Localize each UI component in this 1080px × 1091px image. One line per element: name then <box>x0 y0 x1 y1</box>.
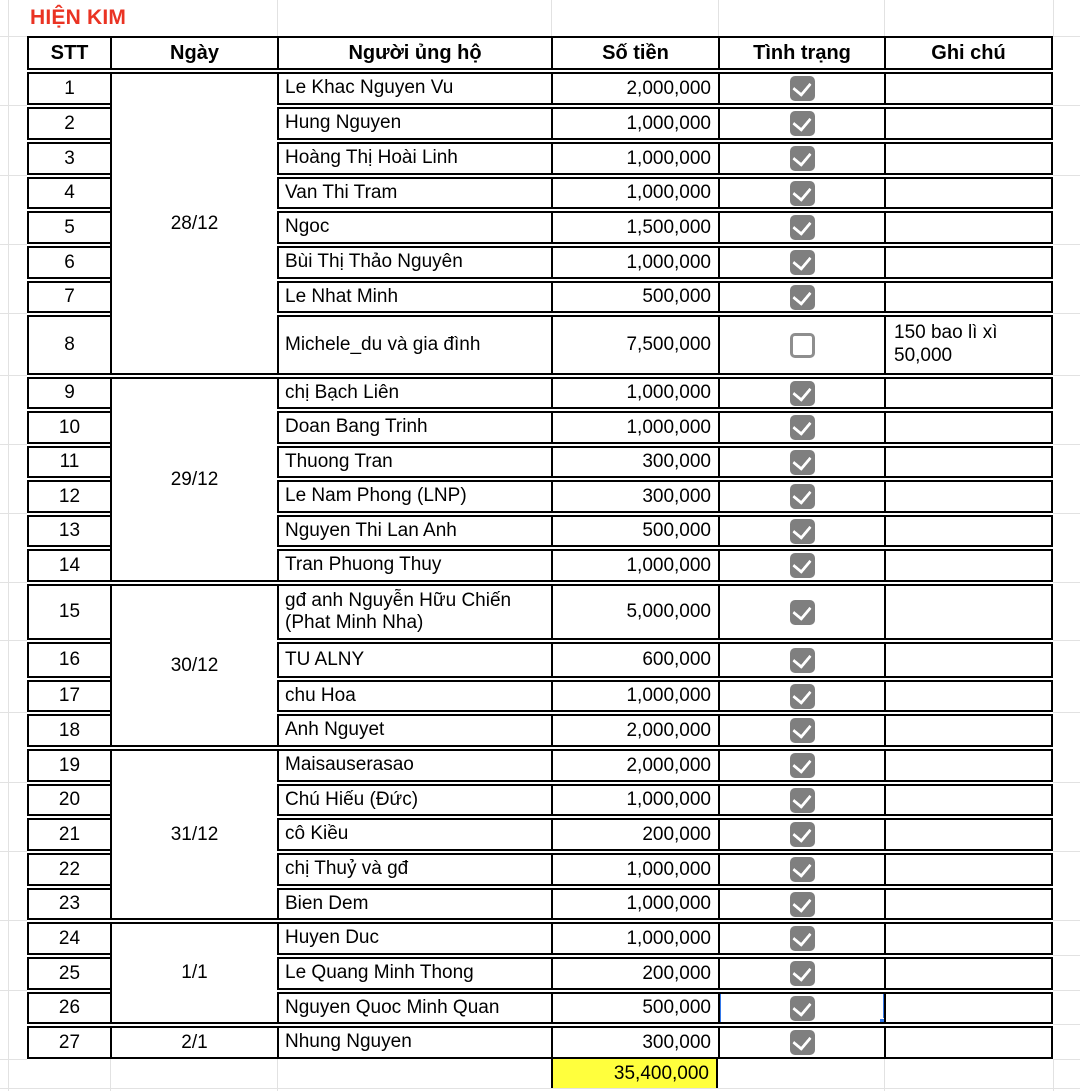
status-cell[interactable] <box>718 480 884 513</box>
status-checkbox[interactable] <box>790 892 815 917</box>
status-checkbox[interactable] <box>790 648 815 673</box>
gridline <box>0 375 27 376</box>
status-cell[interactable] <box>718 584 884 640</box>
gridline <box>1053 1059 1054 1091</box>
gridline <box>0 36 27 37</box>
date-cell[interactable]: 2/1 <box>110 1026 277 1059</box>
note-cell[interactable] <box>884 446 1053 478</box>
donor-name-cell[interactable]: Le Nhat Minh <box>277 281 551 313</box>
stt-cell[interactable]: 17 <box>27 680 110 712</box>
amount-cell[interactable]: 1,000,000 <box>551 888 718 920</box>
gridline <box>1053 582 1080 583</box>
status-checkbox[interactable] <box>790 76 815 101</box>
status-cell[interactable] <box>718 922 884 955</box>
status-checkbox[interactable] <box>790 111 815 136</box>
note-cell[interactable] <box>884 680 1053 712</box>
status-checkbox[interactable] <box>790 519 815 544</box>
donor-name-cell[interactable]: Anh Nguyet <box>277 714 551 747</box>
stt-cell[interactable]: 7 <box>27 281 110 313</box>
gridline <box>0 851 27 852</box>
column-header-4[interactable]: Số tiền <box>551 36 718 70</box>
gridline <box>1053 513 1080 514</box>
gridline <box>1053 105 1080 106</box>
gridline <box>277 0 278 36</box>
gridline <box>1053 1024 1080 1025</box>
status-cell[interactable] <box>718 515 884 547</box>
amount-cell[interactable]: 1,000,000 <box>551 922 718 955</box>
gridline <box>1053 0 1054 36</box>
donor-name-cell[interactable]: Huyen Duc <box>277 922 551 955</box>
gridline <box>0 513 27 514</box>
note-cell[interactable] <box>884 72 1053 105</box>
gridline <box>1053 955 1080 956</box>
gridline <box>1053 851 1080 852</box>
donor-name-cell[interactable]: gđ anh Nguyễn Hữu Chiến (Phat Minh Nha) <box>277 584 551 640</box>
status-checkbox[interactable] <box>790 753 815 778</box>
gridline <box>1053 444 1080 445</box>
donor-name-cell[interactable]: Le Khac Nguyen Vu <box>277 72 551 105</box>
stt-cell[interactable]: 25 <box>27 957 110 990</box>
gridline <box>1053 36 1080 37</box>
status-cell[interactable] <box>718 72 884 105</box>
status-cell[interactable] <box>718 818 884 851</box>
donation-table <box>27 36 1053 1059</box>
stt-cell[interactable]: 19 <box>27 749 110 782</box>
gridline <box>718 0 719 36</box>
status-checkbox[interactable] <box>790 1030 815 1055</box>
status-checkbox[interactable] <box>790 333 815 358</box>
status-cell[interactable] <box>718 411 884 444</box>
note-cell[interactable] <box>884 818 1053 851</box>
amount-cell[interactable]: 500,000 <box>551 992 718 1024</box>
amount-cell[interactable]: 2,000,000 <box>551 72 718 105</box>
status-cell[interactable] <box>718 957 884 990</box>
donor-name-cell[interactable]: Nhung Nguyen <box>277 1026 551 1059</box>
donor-name-cell[interactable]: Van Thi Tram <box>277 177 551 209</box>
amount-cell[interactable]: 1,000,000 <box>551 784 718 816</box>
status-cell[interactable] <box>718 211 884 244</box>
column-header-1[interactable]: STT <box>27 36 110 70</box>
donor-name-cell[interactable]: chu Hoa <box>277 680 551 712</box>
note-cell[interactable] <box>884 377 1053 409</box>
status-checkbox[interactable] <box>790 484 815 509</box>
note-cell[interactable] <box>884 922 1053 955</box>
stt-cell[interactable]: 11 <box>27 446 110 478</box>
gridline <box>0 244 27 245</box>
donor-name-cell[interactable]: Hoàng Thị Hoài Linh <box>277 142 551 175</box>
gridline <box>1053 244 1080 245</box>
status-cell[interactable] <box>718 246 884 279</box>
donor-name-cell[interactable]: Le Nam Phong (LNP) <box>277 480 551 513</box>
gridline <box>0 990 27 991</box>
gridline <box>0 444 27 445</box>
amount-cell[interactable]: 1,000,000 <box>551 107 718 140</box>
total-amount-cell[interactable]: 35,400,000 <box>551 1059 718 1088</box>
stt-cell[interactable]: 2 <box>27 107 110 140</box>
stt-cell[interactable]: 12 <box>27 480 110 513</box>
donor-name-cell[interactable]: Nguyen Thi Lan Anh <box>277 515 551 547</box>
amount-cell[interactable]: 500,000 <box>551 281 718 313</box>
amount-cell[interactable]: 500,000 <box>551 515 718 547</box>
status-checkbox[interactable] <box>790 822 815 847</box>
gridline <box>0 920 27 921</box>
date-cell[interactable]: 28/12 <box>110 72 277 375</box>
gridline <box>0 712 27 713</box>
status-cell[interactable] <box>718 680 884 712</box>
amount-cell[interactable]: 1,500,000 <box>551 211 718 244</box>
gridline <box>0 105 27 106</box>
note-cell[interactable] <box>884 480 1053 513</box>
donor-name-cell[interactable]: Michele_du và gia đình <box>277 315 551 375</box>
donor-name-cell[interactable]: Bien Dem <box>277 888 551 920</box>
stt-cell[interactable]: 26 <box>27 992 110 1024</box>
donor-name-cell[interactable]: Tran Phuong Thuy <box>277 549 551 582</box>
donor-name-cell[interactable]: Thuong Tran <box>277 446 551 478</box>
status-cell[interactable] <box>718 177 884 209</box>
gridline <box>0 1088 1080 1089</box>
note-cell[interactable] <box>884 714 1053 747</box>
stt-cell[interactable]: 9 <box>27 377 110 409</box>
gridline <box>1053 782 1080 783</box>
gridline <box>1053 375 1080 376</box>
status-cell[interactable] <box>718 107 884 140</box>
stt-cell[interactable]: 24 <box>27 922 110 955</box>
stt-cell[interactable]: 1 <box>27 72 110 105</box>
note-cell[interactable] <box>884 246 1053 279</box>
status-checkbox[interactable] <box>790 857 815 882</box>
gridline <box>1053 640 1080 641</box>
column-header-3[interactable]: Người ủng hộ <box>277 36 551 70</box>
note-cell[interactable] <box>884 281 1053 313</box>
status-checkbox[interactable] <box>790 146 815 171</box>
donor-name-cell[interactable]: Ngoc <box>277 211 551 244</box>
stt-cell[interactable]: 15 <box>27 584 110 640</box>
donor-name-cell[interactable]: cô Kiều <box>277 818 551 851</box>
note-cell[interactable] <box>884 411 1053 444</box>
status-cell[interactable] <box>718 749 884 782</box>
status-cell[interactable] <box>718 315 884 375</box>
stt-cell[interactable]: 23 <box>27 888 110 920</box>
status-cell[interactable] <box>718 642 884 678</box>
fill-handle[interactable] <box>879 1018 884 1024</box>
gridline <box>0 582 27 583</box>
gridline <box>1053 175 1080 176</box>
note-cell[interactable] <box>884 515 1053 547</box>
gridline <box>277 1059 278 1091</box>
amount-cell[interactable]: 1,000,000 <box>551 142 718 175</box>
note-cell[interactable] <box>884 584 1053 640</box>
status-cell[interactable] <box>718 784 884 816</box>
amount-cell[interactable]: 600,000 <box>551 642 718 678</box>
amount-cell[interactable]: 1,000,000 <box>551 680 718 712</box>
amount-cell[interactable]: 300,000 <box>551 480 718 513</box>
date-cell[interactable]: 30/12 <box>110 584 277 747</box>
donor-name-cell[interactable]: TU ALNY <box>277 642 551 678</box>
stt-cell[interactable]: 3 <box>27 142 110 175</box>
amount-cell[interactable]: 2,000,000 <box>551 749 718 782</box>
status-checkbox[interactable] <box>790 718 815 743</box>
note-cell[interactable] <box>884 853 1053 886</box>
stt-cell[interactable]: 16 <box>27 642 110 678</box>
status-checkbox[interactable] <box>790 181 815 206</box>
gridline <box>551 0 552 36</box>
amount-cell[interactable]: 300,000 <box>551 1026 718 1059</box>
status-cell[interactable] <box>718 1026 884 1059</box>
amount-cell[interactable]: 1,000,000 <box>551 853 718 886</box>
note-cell[interactable] <box>884 957 1053 990</box>
amount-cell[interactable]: 1,000,000 <box>551 177 718 209</box>
amount-cell[interactable]: 200,000 <box>551 957 718 990</box>
note-cell[interactable] <box>884 992 1053 1024</box>
gridline <box>884 1059 885 1091</box>
status-cell[interactable] <box>718 888 884 920</box>
status-cell[interactable] <box>718 853 884 886</box>
stt-cell[interactable]: 13 <box>27 515 110 547</box>
status-checkbox[interactable] <box>790 450 815 475</box>
note-cell[interactable] <box>884 142 1053 175</box>
column-header-5[interactable]: Tình trạng <box>718 36 884 70</box>
date-cell[interactable]: 29/12 <box>110 377 277 582</box>
gridline <box>0 175 27 176</box>
column-header-6[interactable]: Ghi chú <box>884 36 1053 70</box>
gridline <box>0 1059 27 1060</box>
gridline <box>0 313 27 314</box>
stt-cell[interactable]: 10 <box>27 411 110 444</box>
stt-cell[interactable]: 20 <box>27 784 110 816</box>
gridline <box>110 1059 111 1091</box>
note-cell[interactable] <box>884 211 1053 244</box>
status-checkbox[interactable] <box>790 684 815 709</box>
amount-cell[interactable]: 1,000,000 <box>551 377 718 409</box>
note-cell[interactable] <box>884 549 1053 582</box>
donor-name-cell[interactable]: Nguyen Quoc Minh Quan <box>277 992 551 1024</box>
amount-cell[interactable]: 200,000 <box>551 818 718 851</box>
status-checkbox[interactable] <box>790 926 815 951</box>
status-cell[interactable] <box>718 549 884 582</box>
note-cell[interactable] <box>884 888 1053 920</box>
stt-cell[interactable]: 6 <box>27 246 110 279</box>
status-cell[interactable] <box>718 992 884 1024</box>
status-cell[interactable] <box>718 142 884 175</box>
gridline <box>1053 920 1080 921</box>
amount-cell[interactable]: 1,000,000 <box>551 246 718 279</box>
status-cell[interactable] <box>718 377 884 409</box>
status-checkbox[interactable] <box>790 215 815 240</box>
note-cell[interactable] <box>884 642 1053 678</box>
note-cell[interactable]: 150 bao lì xì 50,000 <box>884 315 1053 375</box>
donor-name-cell[interactable]: chị Thuỷ và gđ <box>277 853 551 886</box>
stt-cell[interactable]: 18 <box>27 714 110 747</box>
status-checkbox[interactable] <box>790 415 815 440</box>
gridline <box>1053 313 1080 314</box>
gridline <box>1053 990 1080 991</box>
amount-cell[interactable]: 5,000,000 <box>551 584 718 640</box>
date-cell[interactable]: 31/12 <box>110 749 277 920</box>
status-checkbox[interactable] <box>790 250 815 275</box>
stt-cell[interactable]: 14 <box>27 549 110 582</box>
amount-cell[interactable]: 300,000 <box>551 446 718 478</box>
gridline <box>0 782 27 783</box>
status-checkbox[interactable] <box>790 553 815 578</box>
stt-cell[interactable]: 4 <box>27 177 110 209</box>
donor-name-cell[interactable]: Doan Bang Trinh <box>277 411 551 444</box>
donor-name-cell[interactable]: Hung Nguyen <box>277 107 551 140</box>
note-cell[interactable] <box>884 107 1053 140</box>
status-checkbox[interactable] <box>790 996 815 1021</box>
stt-cell[interactable]: 8 <box>27 315 110 375</box>
stt-cell[interactable]: 22 <box>27 853 110 886</box>
gridline <box>1053 1059 1080 1060</box>
gridline <box>884 0 885 36</box>
status-cell[interactable] <box>718 446 884 478</box>
status-cell[interactable] <box>718 281 884 313</box>
note-cell[interactable] <box>884 1026 1053 1059</box>
status-checkbox[interactable] <box>790 600 815 625</box>
column-header-2[interactable]: Ngày <box>110 36 277 70</box>
donor-name-cell[interactable]: Le Quang Minh Thong <box>277 957 551 990</box>
status-checkbox[interactable] <box>790 961 815 986</box>
date-cell[interactable]: 1/1 <box>110 922 277 1024</box>
amount-cell[interactable]: 7,500,000 <box>551 315 718 375</box>
gridline <box>0 640 27 641</box>
donor-name-cell[interactable]: Maisauserasao <box>277 749 551 782</box>
status-checkbox[interactable] <box>790 788 815 813</box>
stt-cell[interactable]: 27 <box>27 1026 110 1059</box>
donor-name-cell[interactable]: Bùi Thị Thảo Nguyên <box>277 246 551 279</box>
donor-name-cell[interactable]: Chú Hiếu (Đức) <box>277 784 551 816</box>
stt-cell[interactable]: 21 <box>27 818 110 851</box>
status-checkbox[interactable] <box>790 285 815 310</box>
status-checkbox[interactable] <box>790 381 815 406</box>
note-cell[interactable] <box>884 749 1053 782</box>
note-cell[interactable] <box>884 177 1053 209</box>
amount-cell[interactable]: 1,000,000 <box>551 549 718 582</box>
gridline <box>1053 712 1080 713</box>
amount-cell[interactable]: 2,000,000 <box>551 714 718 747</box>
note-cell[interactable] <box>884 784 1053 816</box>
amount-cell[interactable]: 1,000,000 <box>551 411 718 444</box>
stt-cell[interactable]: 5 <box>27 211 110 244</box>
status-cell[interactable] <box>718 714 884 747</box>
donor-name-cell[interactable]: chị Bạch Liên <box>277 377 551 409</box>
gridline <box>8 0 9 1091</box>
sheet-title: HIỆN KIM <box>30 6 127 29</box>
